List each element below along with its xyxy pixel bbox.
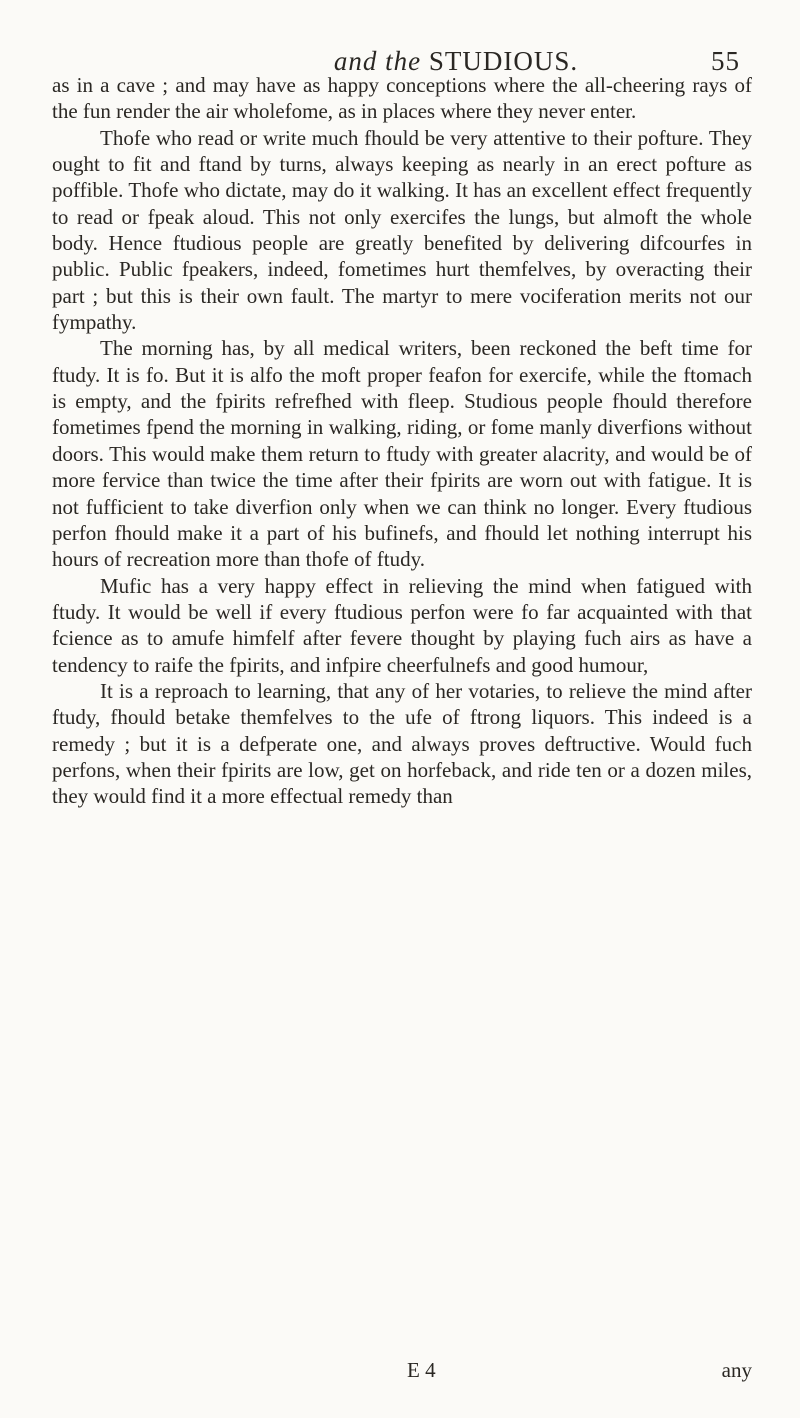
running-head-prefix: and the	[333, 46, 422, 76]
paragraph-2: Thofe who read or write much fhould be very attentive to their pofture. They ought to fit and ftand by turns, always keeping as nearly in an erect pofture as poffible. Thofe who dictate, may do it walking. It has an excellent effect frequently to read or fpeak aloud. This not only exercifes the lungs, but almoft the whole body. Hence ftudious people are greatly benefited by delivering difcourfes in public. Public fpeakers, indeed, fometimes hurt themfelves, by overacting their part ; but this is their own fault. The martyr to mere vociferation merits not our fympathy.	[52, 125, 752, 335]
paragraph-5: It is a reproach to learning, that any of her votaries, to relieve the mind after ftudy, fhould betake themfelves to the ufe of ftrong liquors. This indeed is a remedy ; but it is a defperate one, and always proves deftructive. Would fuch perfons, when their fpirits are low, get on horfeback, and ride ten or a dozen miles, they would find it a more effectual remedy than	[52, 678, 752, 809]
body-text	[52, 72, 752, 810]
paragraph-3: The morning has, by all medical writers, been reckoned the beft time for ftudy. It is fo. But it is alfo the moft proper feafon for exercife, while the ftomach is empty, and the fpirits refrefhed with fleep. Studious people fhould therefore fometimes fpend the morning in walking, riding, or fome manly diverfions without doors. This would make them return to ftudy with greater alacrity, and would be of more fervice than twice the time after their fpirits are worn out with fatigue. It is not fufficient to take diverfion only when we can think no longer. Every ftudious perfon fhould make it a part of his bufinefs, and fhould let nothing interrupt his hours of recreation more than thofe of ftudy.	[52, 336, 752, 572]
catchword: any	[721, 1358, 752, 1382]
signature-line	[52, 1358, 752, 1386]
running-head-title-text: STUDIOUS.	[428, 46, 579, 76]
signature-mark: E 4	[407, 1358, 436, 1382]
paragraph-1: as in a cave ; and may have as happy conceptions where the all-cheering rays of the fun render the air wholefome, as in places where they never enter.	[52, 73, 752, 124]
paragraph-4: Mufic has a very happy effect in relieving the mind when fatigued with ftudy. It would be well if every ftudious perfon were fo far acquainted with that fcience as to amufe himfelf after fevere thought by playing fuch airs as have a tendency to raife the fpirits, and infpire cheerfulnefs and good humour,	[52, 573, 752, 677]
page-number: 55	[711, 46, 740, 76]
